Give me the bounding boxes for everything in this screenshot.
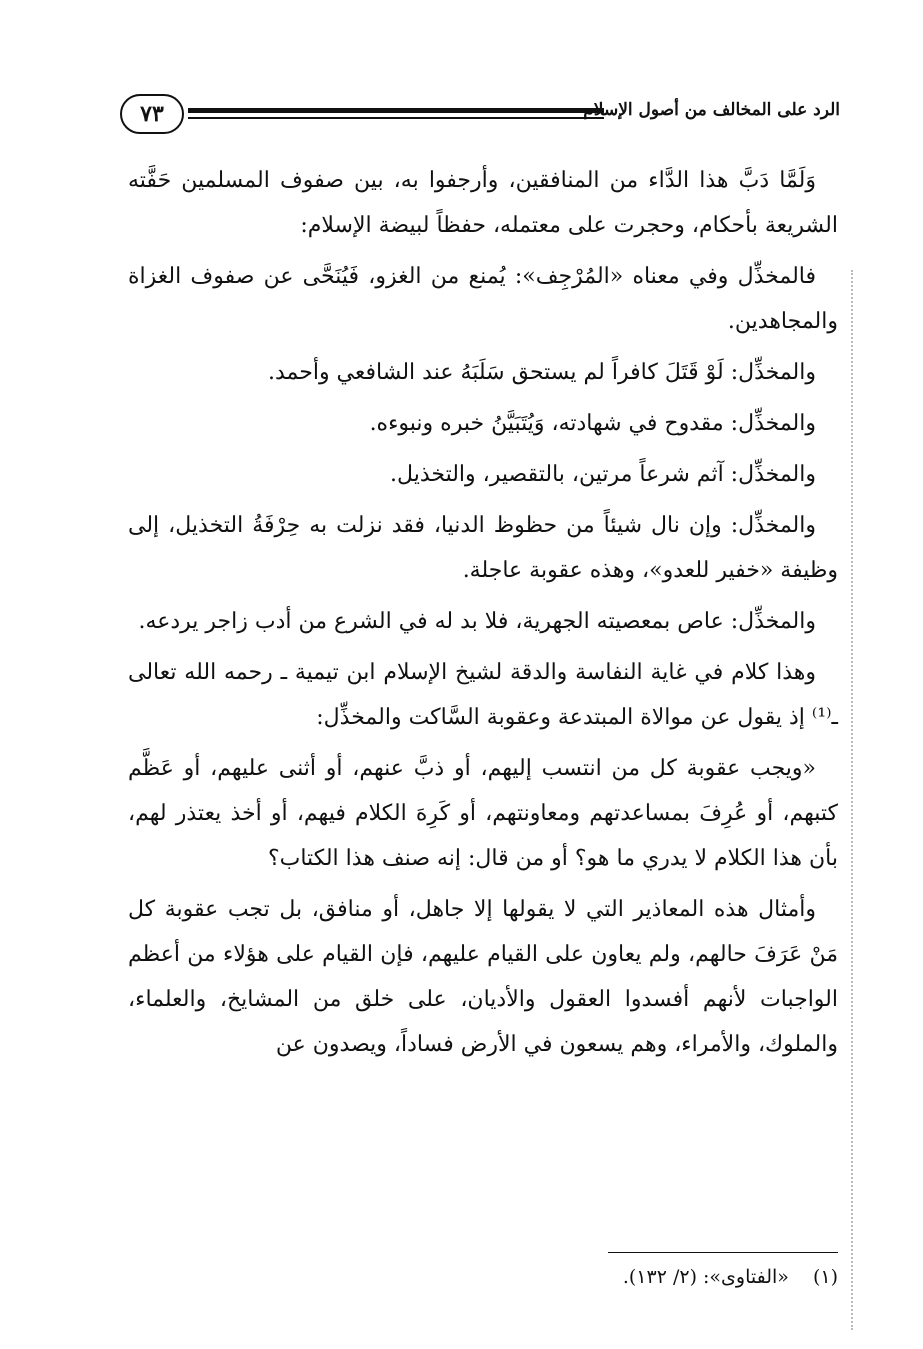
footnote xyxy=(128,1262,838,1292)
paragraph: وأمثال هذه المعاذير التي لا يقولها إلا جاهل، أو منافق، بل تجب عقوبة كل مَنْ عَرَفَ حالهم، ولم يعاون على القيام عليهم، فإن القيام على هؤلاء من أعظم الواجبات لأنهم أفسدوا العقول والأديان، على خلق من المشايخ، والعلماء، والملوك، والأمراء، وهم يسعون في الأرض فساداً، ويصدون عن xyxy=(128,897,838,1057)
running-title: الرد على المخالف من أصول الإسلام xyxy=(583,100,840,120)
paragraph: وهذا كلام في غاية النفاسة والدقة لشيخ الإسلام ابن تيمية ـ رحمه الله تعالى ـ⁽¹⁾ إذ يقول عن موالاة المبتدعة وعقوبة السَّاكت والمخذِّل: xyxy=(128,660,838,730)
paragraph: والمخذِّل: لَوْ قَتَلَ كافراً لم يستحق سَلَبَهُ عند الشافعي وأحمد. xyxy=(267,360,816,385)
paragraph: والمخذِّل: وإن نال شيئاً من حظوظ الدنيا، فقد نزلت به حِرْفَةُ التخذيل، إلى وظيفة «خفير للعدو»، وهذه عقوبة عاجلة. xyxy=(128,513,838,583)
body-text xyxy=(128,158,838,1073)
footnote-rule xyxy=(608,1252,838,1253)
footnote-text: «الفتاوى»: (٢/ ١٣٢). xyxy=(622,1266,789,1288)
header-rule xyxy=(188,108,604,120)
paragraph: والمخذِّل: عاص بمعصيته الجهرية، فلا بد له في الشرع من أدب زاجر يردعه. xyxy=(138,609,816,634)
paragraph: والمخذِّل: مقدوح في شهادته، وَيُتَبَيَّنُ خبره ونبوءه. xyxy=(369,411,816,436)
page-number: ٧٣ xyxy=(120,94,184,134)
paragraph: والمخذِّل: آثم شرعاً مرتين، بالتقصير، والتخذيل. xyxy=(390,462,816,487)
paragraph: فالمخذِّل وفي معناه «المُرْجِف»: يُمنع من الغزو، فَيُنَحَّى عن صفوف الغزاة والمجاهدين. xyxy=(128,264,838,334)
footnote-number: (١) xyxy=(812,1266,838,1288)
header-rule-thick xyxy=(188,108,604,113)
paragraph: «ويجب عقوبة كل من انتسب إليهم، أو ذبَّ عنهم، أو أثنى عليهم، أو عَظَّم كتبهم، أو عُرِفَ بمساعدتهم ومعاونتهم، أو كَرِهَ الكلام فيهم، أو أخذ يعتذر لهم، بأن هذا الكلام لا يدري ما هو؟ أو من قال: إنه صنف هذا الكتاب؟ xyxy=(128,756,838,871)
scan-margin-artifact xyxy=(851,270,853,1330)
page-header xyxy=(120,94,840,138)
header-rule-thin xyxy=(188,117,604,119)
paragraph: وَلَمَّا دَبَّ هذا الدَّاء من المنافقين، وأرجفوا به، بين صفوف المسلمين حَفَّته الشريعة بأحكام، وحجرت على معتمله، حفظاً لبيضة الإسلام: xyxy=(128,168,838,238)
